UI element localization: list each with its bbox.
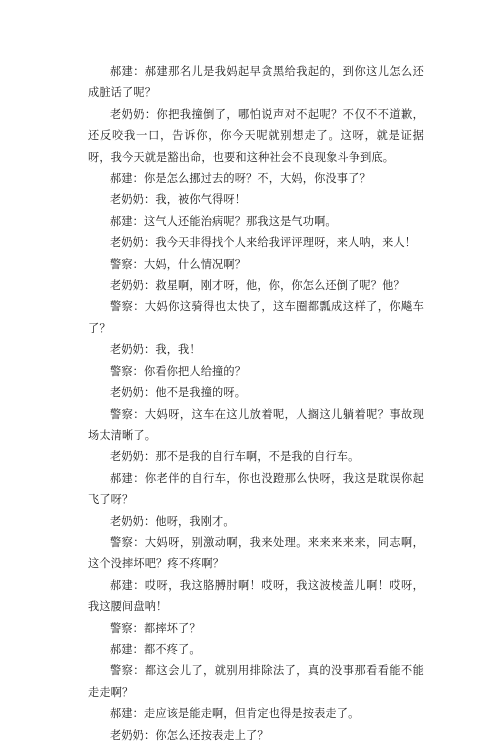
- dialogue-line: 郝建：哎呀，我这胳膊肘啊！哎呀，我这波棱盖儿啊！哎呀，我这腰间盘呐！: [88, 578, 424, 614]
- dialogue-line: 警察：都摔坏了？: [110, 621, 201, 635]
- dialogue-line: 郝建：走应该是能走啊，但肯定也得是按表走了。: [110, 707, 360, 721]
- dialogue-line: 郝建：这气人还能治病呢？那我这是气功啊。: [110, 214, 337, 228]
- dialogue-body: [88, 61, 424, 746]
- dialogue-line: 警察：你看你把人给撞的？: [110, 364, 247, 378]
- dialogue-line: 警察：大妈你这骑得也太快了，这车圈都瓢成这样了，你飚车了？: [88, 300, 424, 335]
- dialogue-line: 老奶奶：救星啊，刚才呀，他，你，你怎么还倒了呢？他？: [110, 279, 405, 293]
- dialogue-line: 老奶奶：你把我撞倒了，哪怕说声对不起呢？不仅不不道歉，还反咬我一口，告诉你，你今天呢就别想走了。这呀，就是证据呀，我今天就是豁出命，也要和这种社会不良现象斗争到底。: [88, 107, 424, 164]
- dialogue-line: 老奶奶：那不是我的自行车啊，不是我的自行车。: [110, 450, 360, 464]
- dialogue-line: 警察：大妈，什么情况啊？: [110, 257, 247, 271]
- dialogue-line: 警察：大妈呀，这车在这儿放着呢，人搁这儿躺着呢？事故现场太清晰了。: [88, 407, 424, 442]
- dialogue-line: 老奶奶：我今天非得找个人来给我评评理呀，来人呐，来人！: [110, 236, 417, 250]
- dialogue-line: 老奶奶：他呀，我刚才。: [110, 514, 235, 528]
- dialogue-line: 郝建：你老伴的自行车，你也没蹬那么快呀，我这是耽误你起飞了呀？: [88, 471, 424, 507]
- dialogue-line: 警察：都这会儿了，就别用排除法了，真的没事那看看能不能走走啊？: [88, 664, 424, 699]
- dialogue-line: 警察：大妈呀，别激动啊，我来处理。来来来来来，同志啊，这个没摔坏吧？疼不疼啊？: [88, 535, 424, 571]
- dialogue-line: 老奶奶：我，被你气得呀！: [110, 193, 247, 207]
- dialogue-line: 老奶奶：你怎么还按表走上了？: [110, 728, 269, 742]
- dialogue-line: 郝建：你是怎么挪过去的呀？不，大妈，你没事了？: [110, 172, 371, 186]
- dialogue-line: 老奶奶：我，我！: [110, 343, 201, 357]
- dialogue-line: 郝建：郝建那名儿是我妈起早贪黑给我起的，到你这儿怎么还成脏话了呢？: [88, 65, 424, 100]
- dialogue-line: 老奶奶：他不是我撞的呀。: [110, 386, 247, 400]
- dialogue-line: 郝建：都不疼了。: [110, 642, 201, 656]
